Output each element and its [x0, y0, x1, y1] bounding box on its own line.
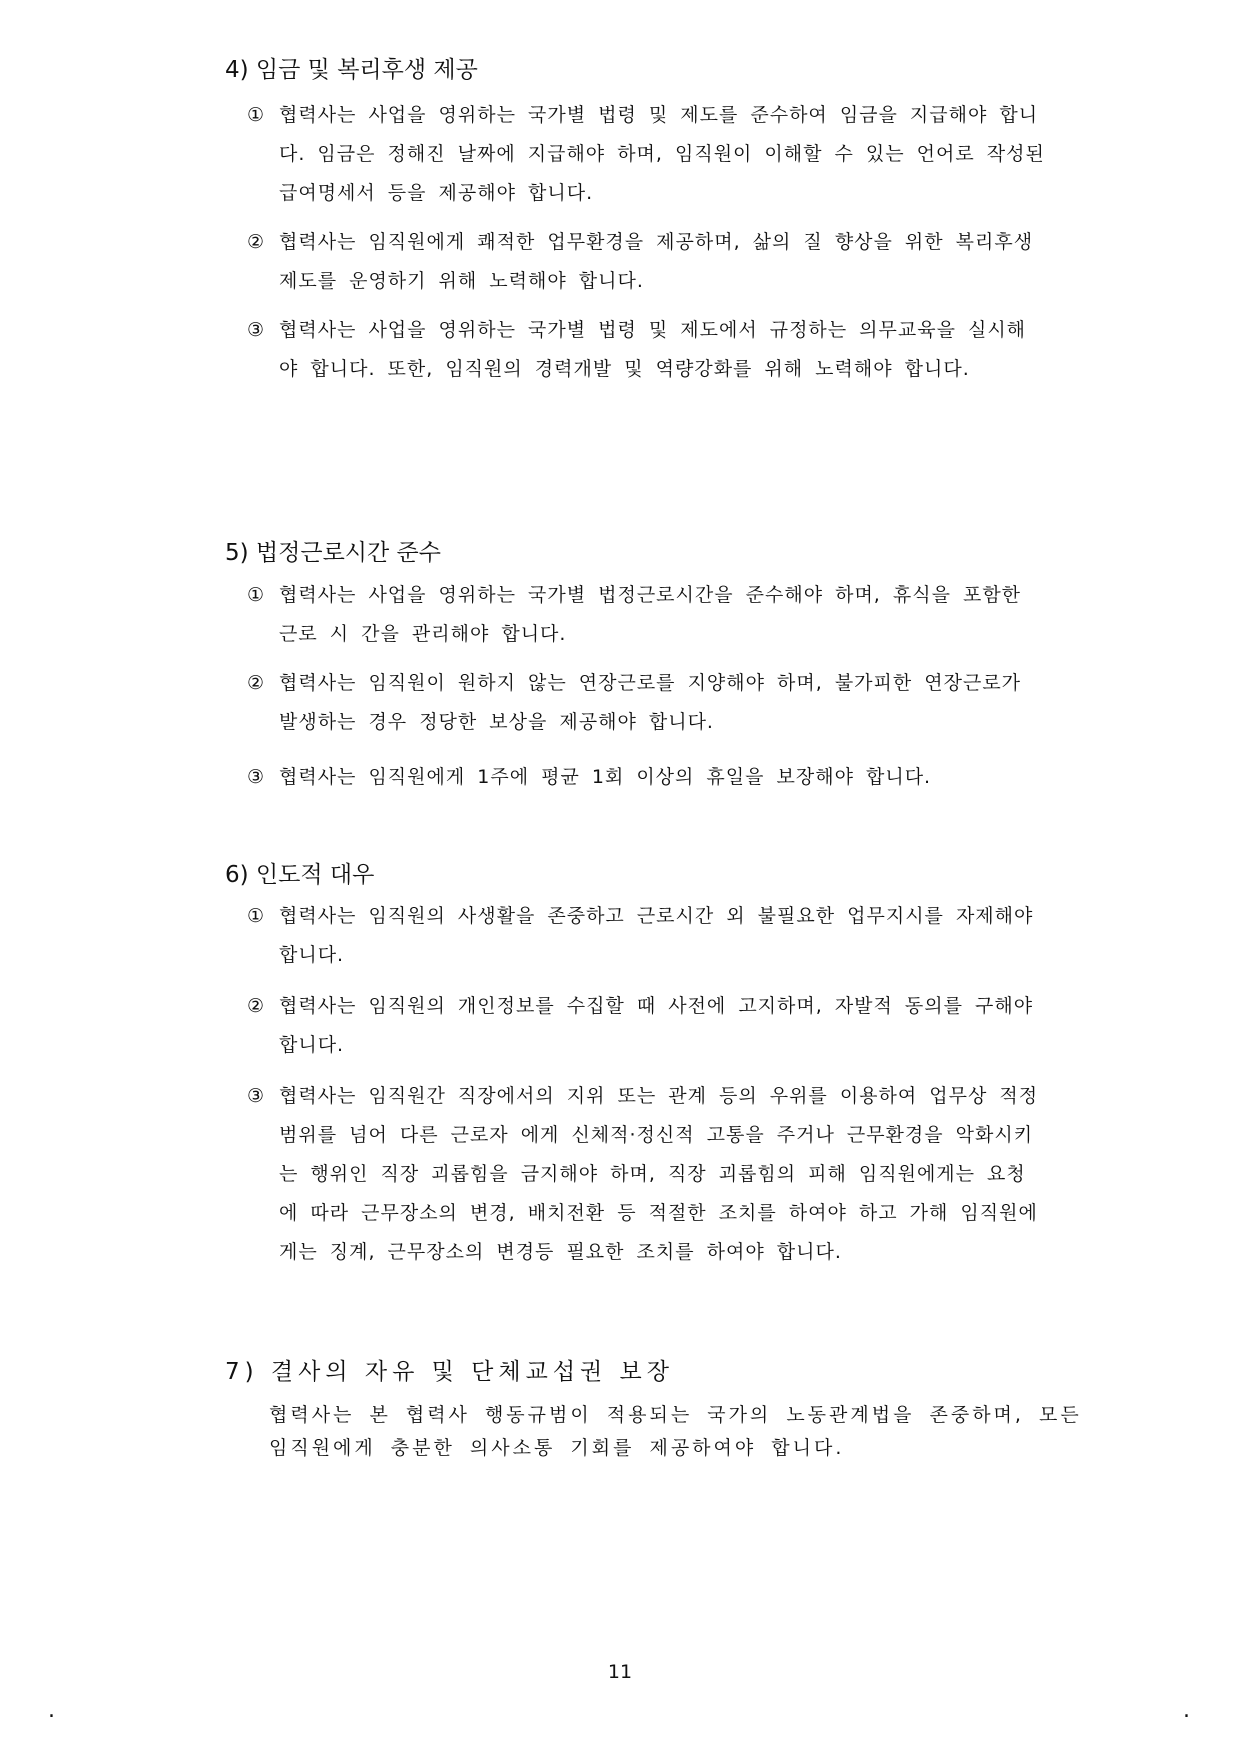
list-item [225, 664, 1045, 742]
list-item [225, 576, 1045, 654]
item-text: 협력사는 사업을 영위하는 국가별 법정근로시간을 준수해야 하며, 휴식을 포함한 근로 시 간을 관리해야 합니다. [279, 584, 1022, 645]
item-number: ② [247, 672, 266, 694]
list-item [225, 223, 1045, 301]
item-text: 협력사는 임직원의 개인정보를 수집할 때 사전에 고지하며, 자발적 동의를 구해야 합니다. [279, 995, 1034, 1056]
item-number: ① [247, 584, 266, 606]
item-text: 협력사는 사업을 영위하는 국가별 법령 및 제도를 준수하여 임금을 지급해야 합니다. 임금은 정해진 날짜에 지급해야 하며, 임직원이 이해할 수 있는 언어로 작성된 급여명세서 등을 제공해야 합니다. [279, 104, 1045, 204]
section-humane-treatment [225, 860, 1045, 1272]
list-item [225, 96, 1045, 213]
footer-mark-right: . [1183, 1698, 1190, 1723]
item-number: ② [247, 995, 266, 1017]
section-heading: 6) 인도적 대우 [225, 862, 375, 888]
item-number: ③ [247, 1085, 266, 1107]
footer-mark-left: . [48, 1698, 55, 1723]
item-text: 협력사는 임직원에게 쾌적한 업무환경을 제공하며, 삶의 질 향상을 위한 복리후생 제도를 운영하기 위해 노력해야 합니다. [279, 231, 1034, 292]
item-text: 협력사는 임직원에게 1주에 평균 1회 이상의 휴일을 보장해야 합니다. [279, 766, 932, 788]
section-heading: 7) 결사의 자유 및 단체교섭권 보장 [225, 1359, 674, 1385]
item-text: 협력사는 임직원의 사생활을 존중하고 근로시간 외 불필요한 업무지시를 자제해야 합니다. [279, 905, 1034, 966]
list-item [225, 758, 1045, 797]
item-number: ③ [247, 766, 266, 788]
list-item [225, 1077, 1045, 1272]
list-item [225, 987, 1045, 1065]
item-number: ② [247, 231, 266, 253]
section-freedom-of-association [225, 1357, 1105, 1465]
item-text: 협력사는 임직원이 원하지 않는 연장근로를 지양해야 하며, 불가피한 연장근로가 발생하는 경우 정당한 보상을 제공해야 합니다. [279, 672, 1022, 733]
list-item [225, 311, 1045, 389]
section-working-hours [225, 538, 1045, 797]
page-number: 11 [607, 1661, 633, 1683]
section-wages-benefits [225, 55, 1045, 389]
item-number: ① [247, 104, 266, 126]
section-heading: 5) 법정근로시간 준수 [225, 540, 441, 566]
item-number: ③ [247, 319, 266, 341]
item-text: 협력사는 사업을 영위하는 국가별 법령 및 제도에서 규정하는 의무교육을 실시해야 합니다. 또한, 임직원의 경력개발 및 역량강화를 위해 노력해야 합니다. [279, 319, 1027, 380]
section-heading: 4) 임금 및 복리후생 제공 [225, 57, 478, 83]
item-number: ① [247, 905, 266, 927]
item-text: 협력사는 임직원간 직장에서의 지위 또는 관계 등의 우위를 이용하여 업무상 적정범위를 넘어 다른 근로자 에게 신체적·정신적 고통을 주거나 근무환경을 악화시키는 행위인 직장 괴롭힘을 금지해야 하며, 직장 괴롭힘의 피해 임직원에게는 요청에 따라 근무장소의 변경, 배치전환 등 적절한 조치를 하여야 하고 가해 임직원에게는 징계, 근무장소의 변경등 필요한 조치를 하여야 합니다. [279, 1085, 1039, 1263]
list-item [225, 897, 1045, 975]
section-paragraph: 협력사는 본 협력사 행동규범이 적용되는 국가의 노동관계법을 존중하며, 모든 임직원에게 충분한 의사소통 기회를 제공하여야 합니다. [269, 1404, 1082, 1459]
